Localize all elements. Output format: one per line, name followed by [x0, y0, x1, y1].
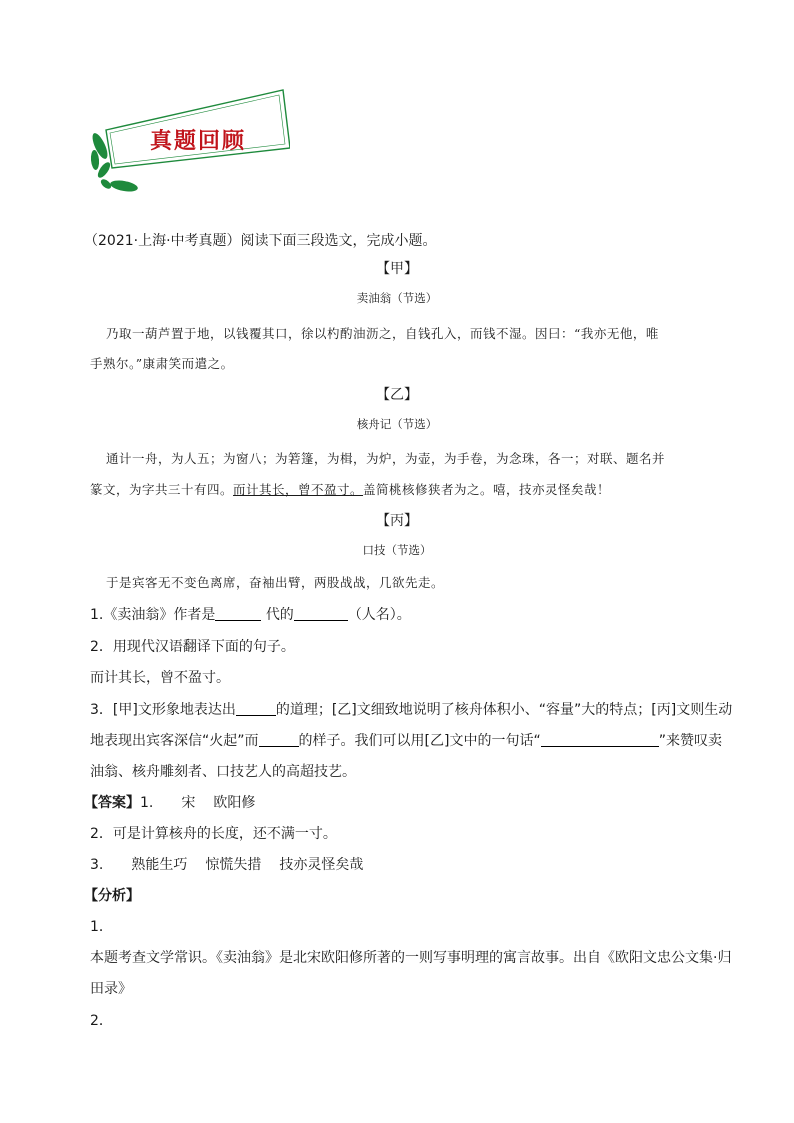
answer-line-2: 2．可是计算核舟的长度，还不满一寸。 [90, 826, 337, 842]
question-text: 1.《卖油翁》作者是 [90, 607, 216, 623]
question-3-cont [90, 730, 722, 750]
question-2-sentence: 而计其长，曾不盈寸。 [90, 670, 230, 686]
question-text: 的道理；[乙]文细致地说明了核舟体积小、“容量”大的特点；[丙]文则生动 [275, 702, 733, 718]
passage-jia-line: 手熟尔。”康肃笑而遣之。 [90, 356, 234, 371]
answer-text: 熟能生巧 [131, 857, 188, 873]
answer-line-1 [84, 792, 255, 812]
answer-text: 欧阳修 [213, 795, 256, 811]
underlined-sentence: 而计其长，曾不盈寸。 [233, 482, 364, 497]
passage-yi-line: 通计一舟，为人五；为窗八；为箬篷，为楫，为炉，为壶，为手卷，为念珠，各一；对联、题名并 [106, 451, 666, 466]
question-text: 的样子。我们可以用[乙]文中的一句话“ [298, 733, 541, 749]
passage-yi-text: 盖简桃核修狭者为之。嘻，技亦灵怪矣哉！ [363, 482, 611, 497]
answer-blank [236, 702, 276, 716]
passage-jia-line: 乃取一葫芦置于地，以钱覆其口，徐以杓酌油沥之，自钱孔入，而钱不湿。因曰：“我亦无他，唯 [106, 326, 659, 341]
question-text: 3．[甲]文形象地表达出 [90, 702, 236, 718]
answer-text: 技亦灵怪矣哉 [279, 857, 364, 873]
answer-line-3 [90, 854, 363, 874]
answer-number: 1. [140, 795, 154, 811]
answer-blank [215, 607, 261, 621]
question-2: 2．用现代汉语翻译下面的句子。 [90, 639, 295, 655]
answer-number: 3. [90, 857, 104, 873]
question-3-cont: 油翁、核舟雕刻者、口技艺人的高超技艺。 [90, 764, 356, 780]
passage-yi-line [90, 480, 610, 498]
analysis-number: 1． [90, 919, 113, 935]
question-text: 地表现出宾客深信“火起”而 [90, 733, 259, 749]
answer-text: 宋 [181, 795, 196, 811]
question-1 [90, 604, 411, 624]
passage-bing-title: 口技（节选） [362, 543, 432, 557]
passage-bing-label: 【丙】 [376, 513, 418, 529]
passage-jia-title: 卖油翁（节选） [356, 291, 438, 305]
analysis-label: 【分析】 [84, 888, 140, 904]
analysis-text: 田录》 [90, 981, 132, 997]
answer-label: 【答案】 [84, 795, 140, 811]
passage-bing-line: 于是宾客无不变色离席，奋袖出臂，两股战战，几欲先走。 [106, 575, 445, 590]
passage-yi-text: 篆文，为字共三十有四。 [90, 482, 234, 497]
answer-blank [294, 607, 348, 621]
passage-jia-label: 【甲】 [376, 261, 418, 277]
banner-title: 真题回顾 [150, 128, 247, 154]
passage-yi-title: 核舟记（节选） [356, 417, 438, 431]
analysis-text: 本题考查文学常识。《卖油翁》是北宋欧阳修所著的一则写事明理的寓言故事。出自《欧阳文忠公文集·归 [90, 950, 732, 966]
answer-blank [541, 733, 659, 747]
question-source: （2021·上海·中考真题）阅读下面三段选文，完成小题。 [84, 233, 437, 249]
question-text: （人名）。 [347, 607, 411, 623]
question-3 [90, 699, 732, 719]
question-text: ”来赞叹卖 [658, 733, 722, 749]
answer-blank [259, 733, 299, 747]
passage-yi-label: 【乙】 [376, 387, 418, 403]
answer-text: 惊慌失措 [205, 857, 262, 873]
analysis-number: 2． [90, 1013, 113, 1029]
question-text: 代的 [265, 607, 294, 623]
